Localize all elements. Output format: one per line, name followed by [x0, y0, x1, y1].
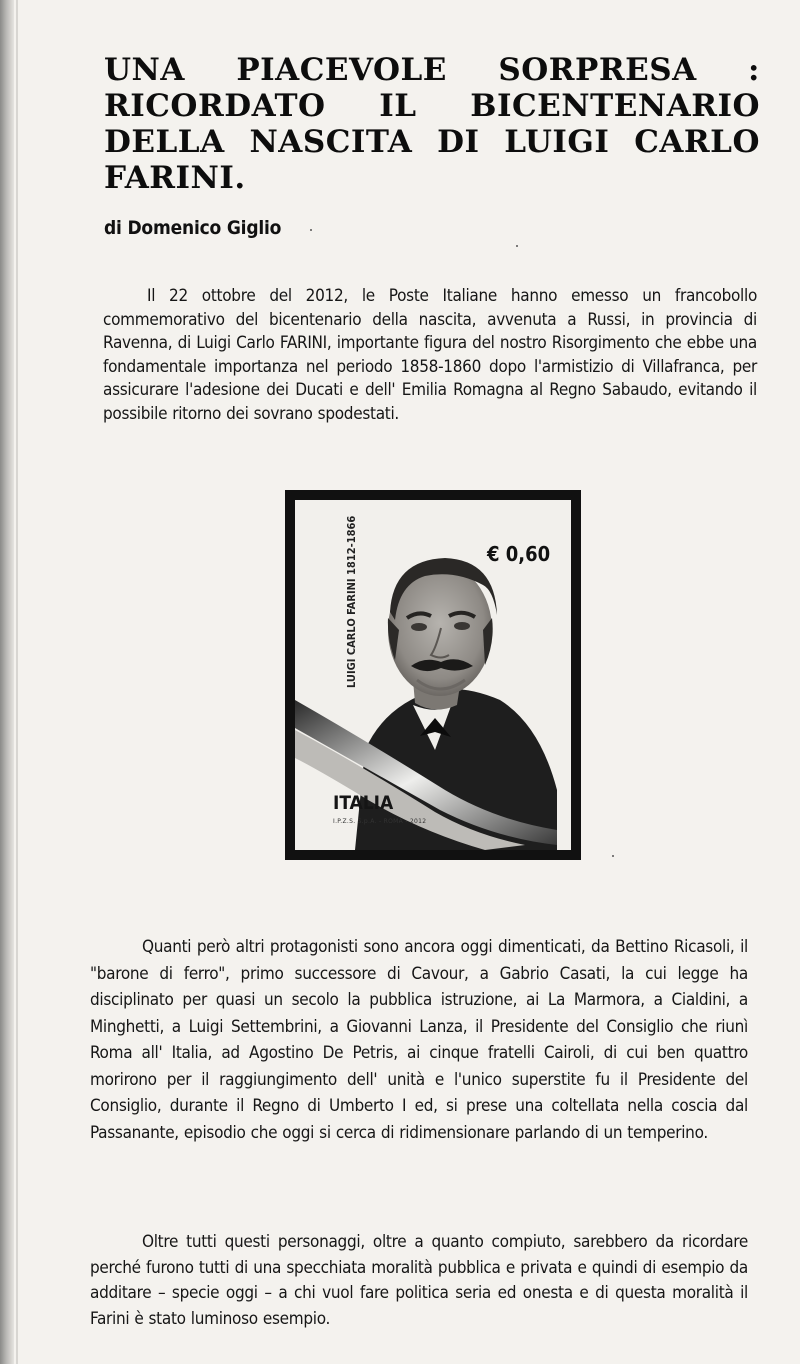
scan-speck — [516, 245, 518, 247]
stamp-side-caption: LUIGI CARLO FARINI 1812-1866 — [345, 515, 358, 688]
article-byline: di Domenico Giglio — [104, 217, 282, 239]
paragraph-intro: Il 22 ottobre del 2012, le Poste Italiane hanno emesso un francobollo commemorativo del bicentenario della nascita, avvenuta a Russi, in provincia di Ravenna, di Luigi Carlo FARINI, importante figura del nostro Risorgimento che ebbe una fondamentale importanza nel periodo 1858-1860 dopo l'armistizio di Villafranca, per assicurare l'adesione dei Ducati e dell' Emilia Romagna al Regno Sabaudo, evitando il possibile ritorno dei sovrano spodestati. — [103, 286, 757, 424]
scan-speck — [310, 229, 312, 231]
paragraph-protagonists: Quanti però altri protagonisti sono ancora oggi dimenticati, da Bettino Ricasoli, il "barone di ferro", primo successore di Cavour, a Gabrio Casati, la cui legge ha disciplinato per quasi un secolo la pubblica istruzione, ai La Marmora, a Cialdini, a Minghetti, a Luigi Settembrini, a Giovanni Lanza, il Presidente del Consiglio che riunì Roma all' Italia, ad Agostino De Petris, ai cinque fratelli Cairoli, di cui ben quattro morirono per il raggiungimento dell' unità e l'unico superstite fu il Presidente del Consiglio, durante il Regno di Umberto I ed, si prese una coltellata nella coscia dal Passanante, episodio che oggi si cerca di ridimensionare parlando di un temperino. — [90, 937, 748, 1143]
stamp-printer-imprint: I.P.Z.S. S.p.A. - ROMA - 2012 — [333, 818, 427, 825]
article-title: UNA PIACEVOLE SORPRESA : RICORDATO IL BICENTENARIO DELLA NASCITA DI LUIGI CARLO FARINI. — [104, 52, 760, 196]
stamp-country: ITALIA — [333, 792, 394, 814]
stamp-value: € 0,60 — [487, 542, 551, 566]
stamp-image — [285, 490, 581, 860]
stamp-paper — [295, 500, 571, 850]
paragraph-conclusion: Oltre tutti questi personaggi, oltre a quanto compiuto, sarebbero da ricordare perché furono tutti di una specchiata moralità pubblica e privata e quindi di esempio da additare – specie oggi – a chi vuol fare politica seria ed onesta e di questa moralità il Farini è stato luminoso esempio. — [90, 1232, 748, 1329]
scan-speck — [612, 855, 614, 857]
